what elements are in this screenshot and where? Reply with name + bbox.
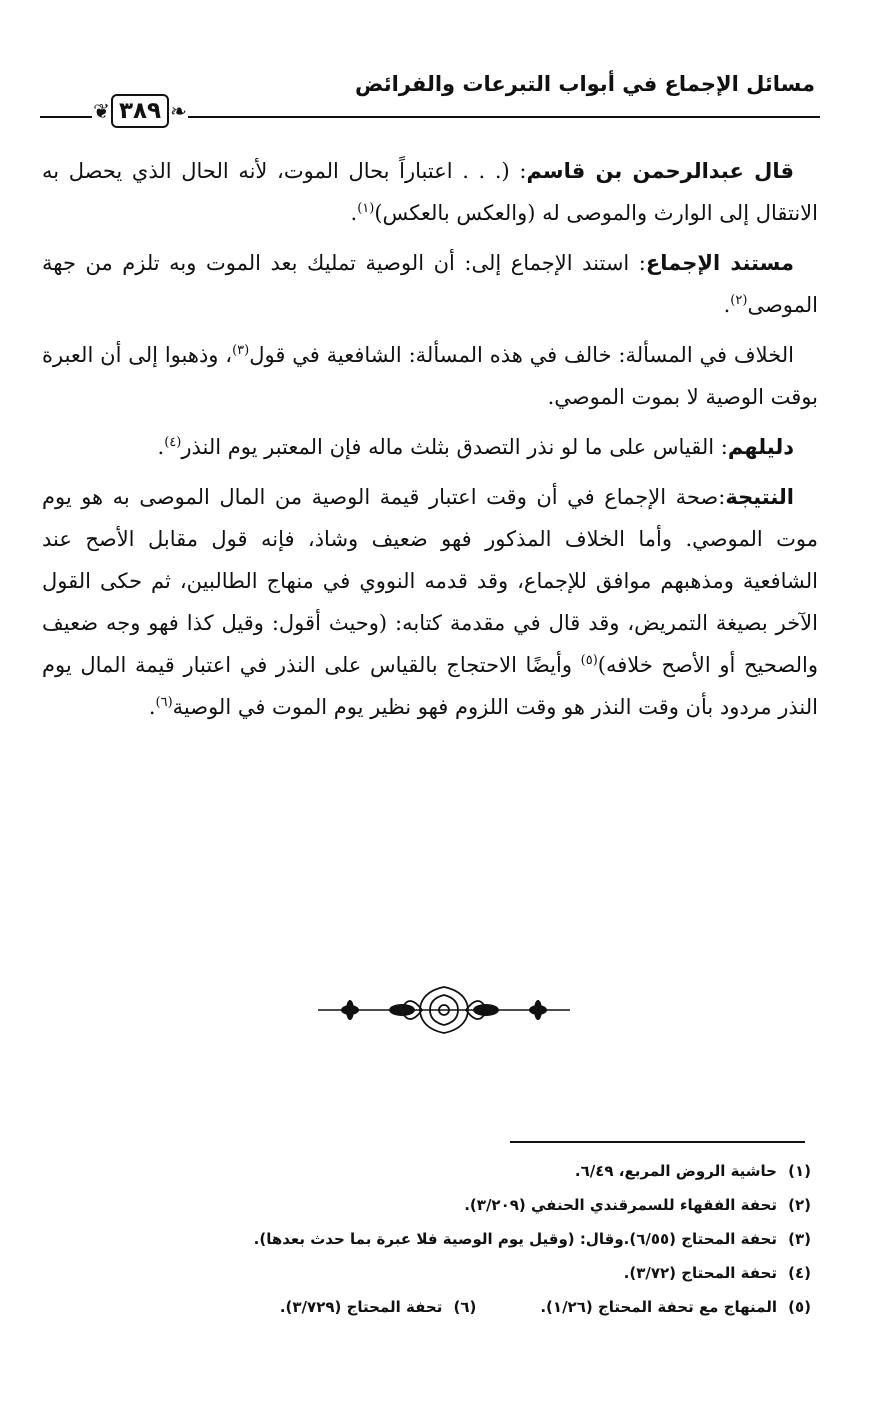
paragraph-result (42, 476, 818, 728)
footnote-item (111, 1256, 811, 1290)
footnote-text: تحفة المحتاج (٣/٧٢٩). (279, 1298, 443, 1316)
paragraph-tail: . (157, 435, 165, 459)
footnote-number: (٣) (788, 1230, 811, 1248)
paragraph-text: :صحة الإجماع في أن وقت اعتبار قيمة الوصية من المال الموصى به هو يوم موت الموصي. وأما الخلاف المذكور فهو ضعيف وشاذ، فإنه قول مقابل الأصح عند الشافعية ومذهبهم موافق للإجماع، وقد قدمه النووي في منهاج الطالبين، ثم حكى القول الآخر بصيغة التمريض، وقد قال في مقدمة كتابه: (وحيث أقول: وقيل كذا فهو وجه ضعيف والصحيح أو الأصح خلافه) (42, 485, 818, 677)
footnote-ref[interactable]: (٤) (164, 435, 182, 450)
paragraph-text-continued: وأيضًا الاحتجاج بالقياس على النذر في اعتبار قيمة المال يوم النذر مردود بأن وقت النذر هو وقت اللزوم فهو نظير يوم الموت في الوصية (42, 653, 818, 719)
paragraph-tail: . (723, 293, 731, 317)
footnote-ref[interactable]: (١) (357, 201, 375, 216)
footnote-text: حاشية الروض المربع، ٦/٤٩. (574, 1162, 777, 1180)
footnote-number: (١) (788, 1162, 811, 1180)
paragraph-term: قال عبدالرحمن بن قاسم (526, 159, 794, 183)
paragraph-text: : استند الإجماع إلى: أن الوصية تمليك بعد الموت وبه تلزم من جهة الموصى (42, 251, 818, 317)
footnote-ref[interactable]: (٦) (155, 695, 173, 710)
paragraph-lead: الخلاف في المسألة: خالف في هذه المسألة: الشافعية في قول (249, 343, 794, 367)
footnote-text: تحفة المحتاج (٣/٧٢). (623, 1264, 777, 1282)
footnote-text: تحفة الفقهاء للسمرقندي الحنفي (٣/٢٠٩). (464, 1196, 777, 1214)
footnote-text: المنهاج مع تحفة المحتاج (١/٢٦). (540, 1298, 777, 1316)
footnote-item (111, 1222, 811, 1256)
footnote-ref[interactable]: (٣) (232, 343, 250, 358)
ornament-right-icon: ❧ (170, 99, 187, 123)
footnote-item (111, 1188, 811, 1222)
page-number-frame (92, 88, 188, 134)
footnote-rule (510, 1141, 805, 1143)
paragraph-basis (42, 242, 818, 326)
footnote-number: (٤) (788, 1264, 811, 1282)
paragraph-term: دليلهم (727, 435, 794, 459)
paragraph-term: النتيجة (725, 485, 794, 509)
footnote-item (280, 1290, 477, 1324)
footnote-item (540, 1290, 811, 1324)
footnote-item (111, 1154, 811, 1188)
paragraph-tail: . (350, 201, 358, 225)
footnote-number: (٦) (453, 1298, 477, 1316)
footnote-ref[interactable]: (٥) (580, 653, 598, 668)
running-header: مسائل الإجماع في أبواب التبرعات والفرائض (355, 72, 815, 96)
paragraph-dispute (42, 334, 818, 418)
main-text (42, 150, 818, 736)
footnote-text: تحفة المحتاج (٦/٥٥).وقال: (وقيل يوم الوصية فلا عبرة بما حدث بعدها). (253, 1230, 777, 1248)
paragraph-text: ، وذهبوا إلى أن العبرة بوقت الوصية لا بموت الموصي. (42, 343, 818, 409)
footnotes (111, 1154, 811, 1324)
paragraph-quote (42, 150, 818, 234)
paragraph-term: مستند الإجماع (645, 251, 794, 275)
ornament-left-icon: ❦ (93, 99, 110, 123)
footnote-ref[interactable]: (٢) (730, 293, 748, 308)
footnote-number: (٢) (788, 1196, 811, 1214)
paragraph-tail: . (148, 695, 156, 719)
paragraph-evidence (42, 426, 818, 468)
page-number: ٣٨٩ (111, 94, 169, 128)
footnote-pair (111, 1290, 811, 1324)
section-divider-ornament-icon (318, 985, 570, 1035)
paragraph-text: : (. . . اعتباراً بحال الموت، لأنه الحال الذي يحصل به الانتقال إلى الوارث والموصى له (والعكس بالعكس) (42, 159, 818, 225)
footnote-number: (٥) (788, 1298, 811, 1316)
paragraph-text: : القياس على ما لو نذر التصدق بثلث ماله فإن المعتبر يوم النذر (181, 435, 728, 459)
